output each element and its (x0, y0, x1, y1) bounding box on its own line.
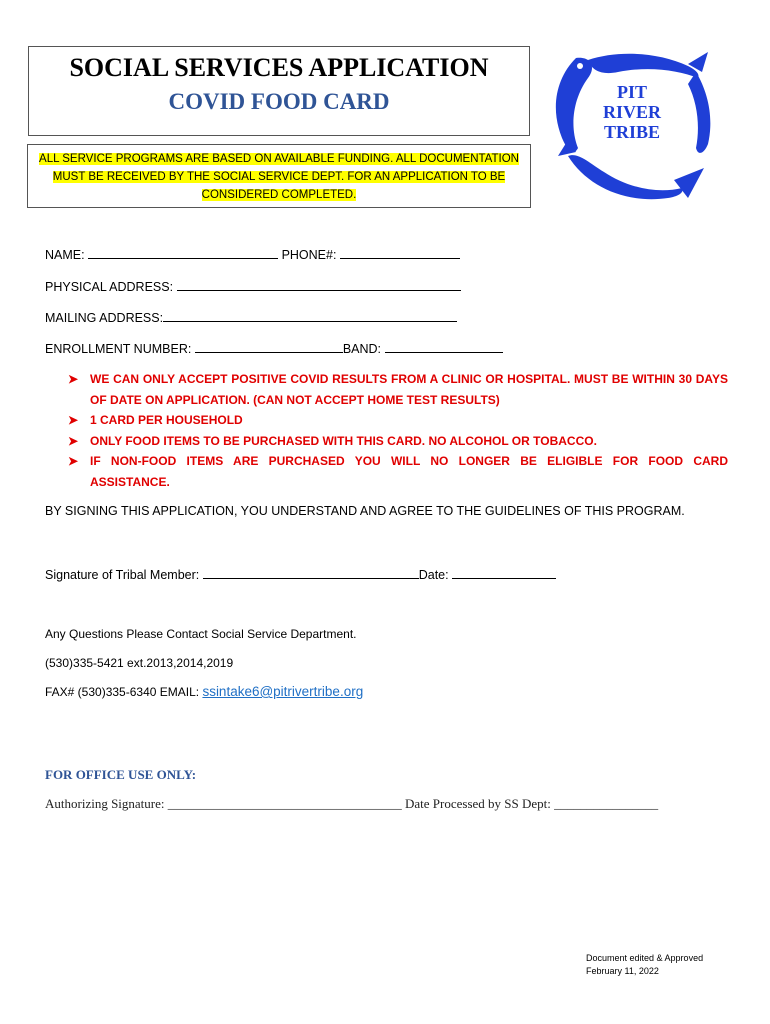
signature-field[interactable] (203, 566, 419, 579)
signature-row (45, 566, 556, 582)
rule-text: ONLY FOOD ITEMS TO BE PURCHASED WITH THIS CARD. NO ALCOHOL OR TOBACCO. (90, 433, 597, 448)
notice-line-2: MUST BE RECEIVED BY THE SOCIAL SERVICE DEPT. FOR AN APPLICATION TO BE (52, 171, 506, 183)
band-label: BAND: (342, 342, 382, 356)
email-link[interactable]: ssintake6@pitrivertribe.org (202, 684, 364, 699)
notice-line-1: ALL SERVICE PROGRAMS ARE BASED ON AVAILABLE FUNDING. ALL DOCUMENTATION (39, 153, 519, 165)
page-subtitle: COVID FOOD CARD (168, 89, 390, 114)
document-footer (586, 952, 703, 978)
mailing-address-row (45, 309, 457, 325)
mailing-address-field[interactable] (163, 309, 457, 322)
rule-text: 1 CARD PER HOUSEHOLD (90, 413, 243, 427)
arrow-bullet-icon: ➤ (68, 413, 79, 427)
notice-line-3: CONSIDERED COMPLETED. (201, 189, 357, 201)
signature-label: Signature of Tribal Member: (45, 568, 200, 582)
pit-river-tribe-logo (548, 48, 718, 210)
date-field[interactable] (452, 566, 556, 579)
arrow-bullet-icon: ➤ (68, 433, 79, 448)
list-item (68, 451, 728, 492)
logo-text-pit: PIT (616, 82, 648, 102)
name-field[interactable] (88, 246, 278, 259)
list-item (68, 431, 728, 452)
date-label: Date: (418, 568, 449, 582)
enrollment-label: ENROLLMENT NUMBER: (45, 342, 192, 356)
date-processed-label: Date Processed by SS Dept: (405, 796, 551, 811)
fax-text: FAX# (530)335-6340 EMAIL: (45, 685, 200, 699)
contact-fax-email (45, 684, 363, 699)
physical-address-row (45, 278, 461, 294)
rule-text: IF NON-FOOD ITEMS ARE PURCHASED YOU WILL NO LONGER BE ELIGIBLE FOR FOOD CARD ASSISTANCE. (90, 454, 728, 489)
funding-notice (30, 150, 528, 204)
arrow-bullet-icon: ➤ (68, 372, 79, 386)
contact-phone: (530)335-5421 ext.2013,2014,2019 (45, 656, 234, 670)
office-use-heading: FOR OFFICE USE ONLY: (45, 767, 197, 782)
mailing-address-label: MAILING ADDRESS: (45, 311, 164, 325)
agreement-text: BY SIGNING THIS APPLICATION, YOU UNDERSTAND AND AGREE TO THE GUIDELINES OF THIS PROGRAM. (45, 504, 685, 518)
band-field[interactable] (385, 340, 503, 353)
rule-text: WE CAN ONLY ACCEPT POSITIVE COVID RESULTS FROM A CLINIC OR HOSPITAL. MUST BE WITHIN 30 DAYS OF DATE ON APPLICATION. (CAN NOT ACCEPT HOME TEST RESULTS) (90, 372, 728, 407)
physical-address-field[interactable] (177, 278, 461, 291)
phone-label: PHONE#: (281, 248, 337, 262)
page-title: SOCIAL SERVICES APPLICATION (69, 53, 489, 82)
phone-field[interactable] (340, 246, 460, 259)
footer-date: February 11, 2022 (586, 966, 659, 976)
logo-text-tribe: TRIBE (603, 122, 661, 142)
name-phone-row (45, 246, 460, 262)
physical-address-label: PHYSICAL ADDRESS: (45, 280, 174, 294)
contact-line: Any Questions Please Contact Social Service Department. (45, 627, 357, 641)
date-processed-field[interactable]: ________________ (554, 796, 659, 811)
arrow-bullet-icon: ➤ (68, 454, 79, 468)
list-item (68, 410, 728, 431)
name-label: NAME: (45, 248, 85, 262)
footer-approved: Document edited & Approved (586, 953, 704, 963)
auth-signature-field[interactable]: ____________________________________ (167, 796, 402, 811)
logo-text-river: RIVER (602, 102, 662, 122)
enrollment-band-row (45, 340, 503, 356)
program-rules-list (68, 369, 728, 492)
enrollment-field[interactable] (195, 340, 343, 353)
office-auth-row (45, 796, 658, 812)
auth-signature-label: Authorizing Signature: (45, 796, 165, 811)
list-item (68, 369, 728, 410)
